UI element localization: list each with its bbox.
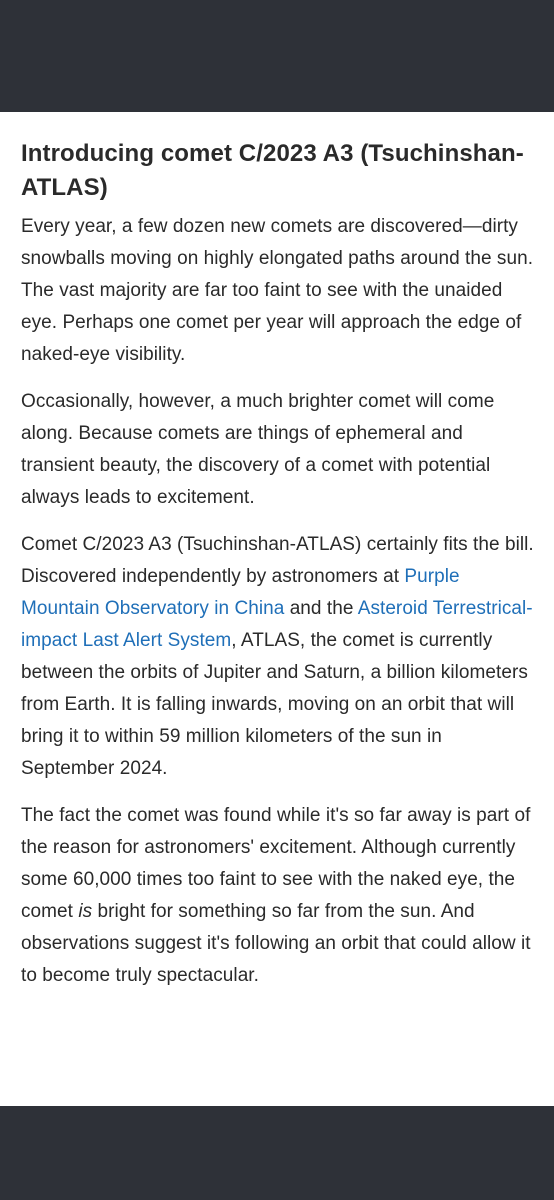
top-bar [0, 0, 554, 112]
paragraph-4 [21, 800, 536, 992]
paragraph-3-text-b: and the [284, 598, 358, 619]
paragraph-3 [21, 529, 536, 785]
bottom-bar [0, 1106, 554, 1200]
article-title: Introducing comet C/2023 A3 (Tsuchinshan-ATLAS) [21, 140, 524, 201]
paragraph-4-emphasis: is [78, 901, 93, 922]
paragraph-3-text-c: , ATLAS, the comet is currently between the orbits of Jupiter and Saturn, a billion kilometers from Earth. It is falling inwards, moving on an orbit that will bring it to within 59 million kilometers of the sun in September 2024. [21, 630, 528, 779]
atlas-link[interactable]: Asteroid Terrestrical-impact Last Alert System [21, 598, 533, 651]
paragraph-4-text-a: The fact the comet was found while it's so far away is part of the reason for astronomers' excitement. Although currently some 60,000 times too faint to see with the naked eye, the comet [21, 805, 531, 922]
paragraph-4-text-b: bright for something so far from the sun. And observations suggest it's following an orbit that could allow it to become truly spectacular. [21, 901, 531, 986]
article-body [21, 137, 536, 1007]
paragraph-3-text-a: Comet C/2023 A3 (Tsuchinshan-ATLAS) certainly fits the bill. Discovered independently by astronomers at [21, 534, 534, 587]
paragraph-2: Occasionally, however, a much brighter comet will come along. Because comets are things of ephemeral and transient beauty, the discovery of a comet with potential always leads to excitement. [21, 391, 495, 508]
paragraph-1: Every year, a few dozen new comets are discovered—dirty snowballs moving on highly elongated paths around the sun. The vast majority are far too faint to see with the unaided eye. Perhaps one comet per year will approach the edge of naked-eye visibility. [21, 216, 534, 365]
purple-mountain-link[interactable]: Purple Mountain Observatory in China [21, 566, 460, 619]
